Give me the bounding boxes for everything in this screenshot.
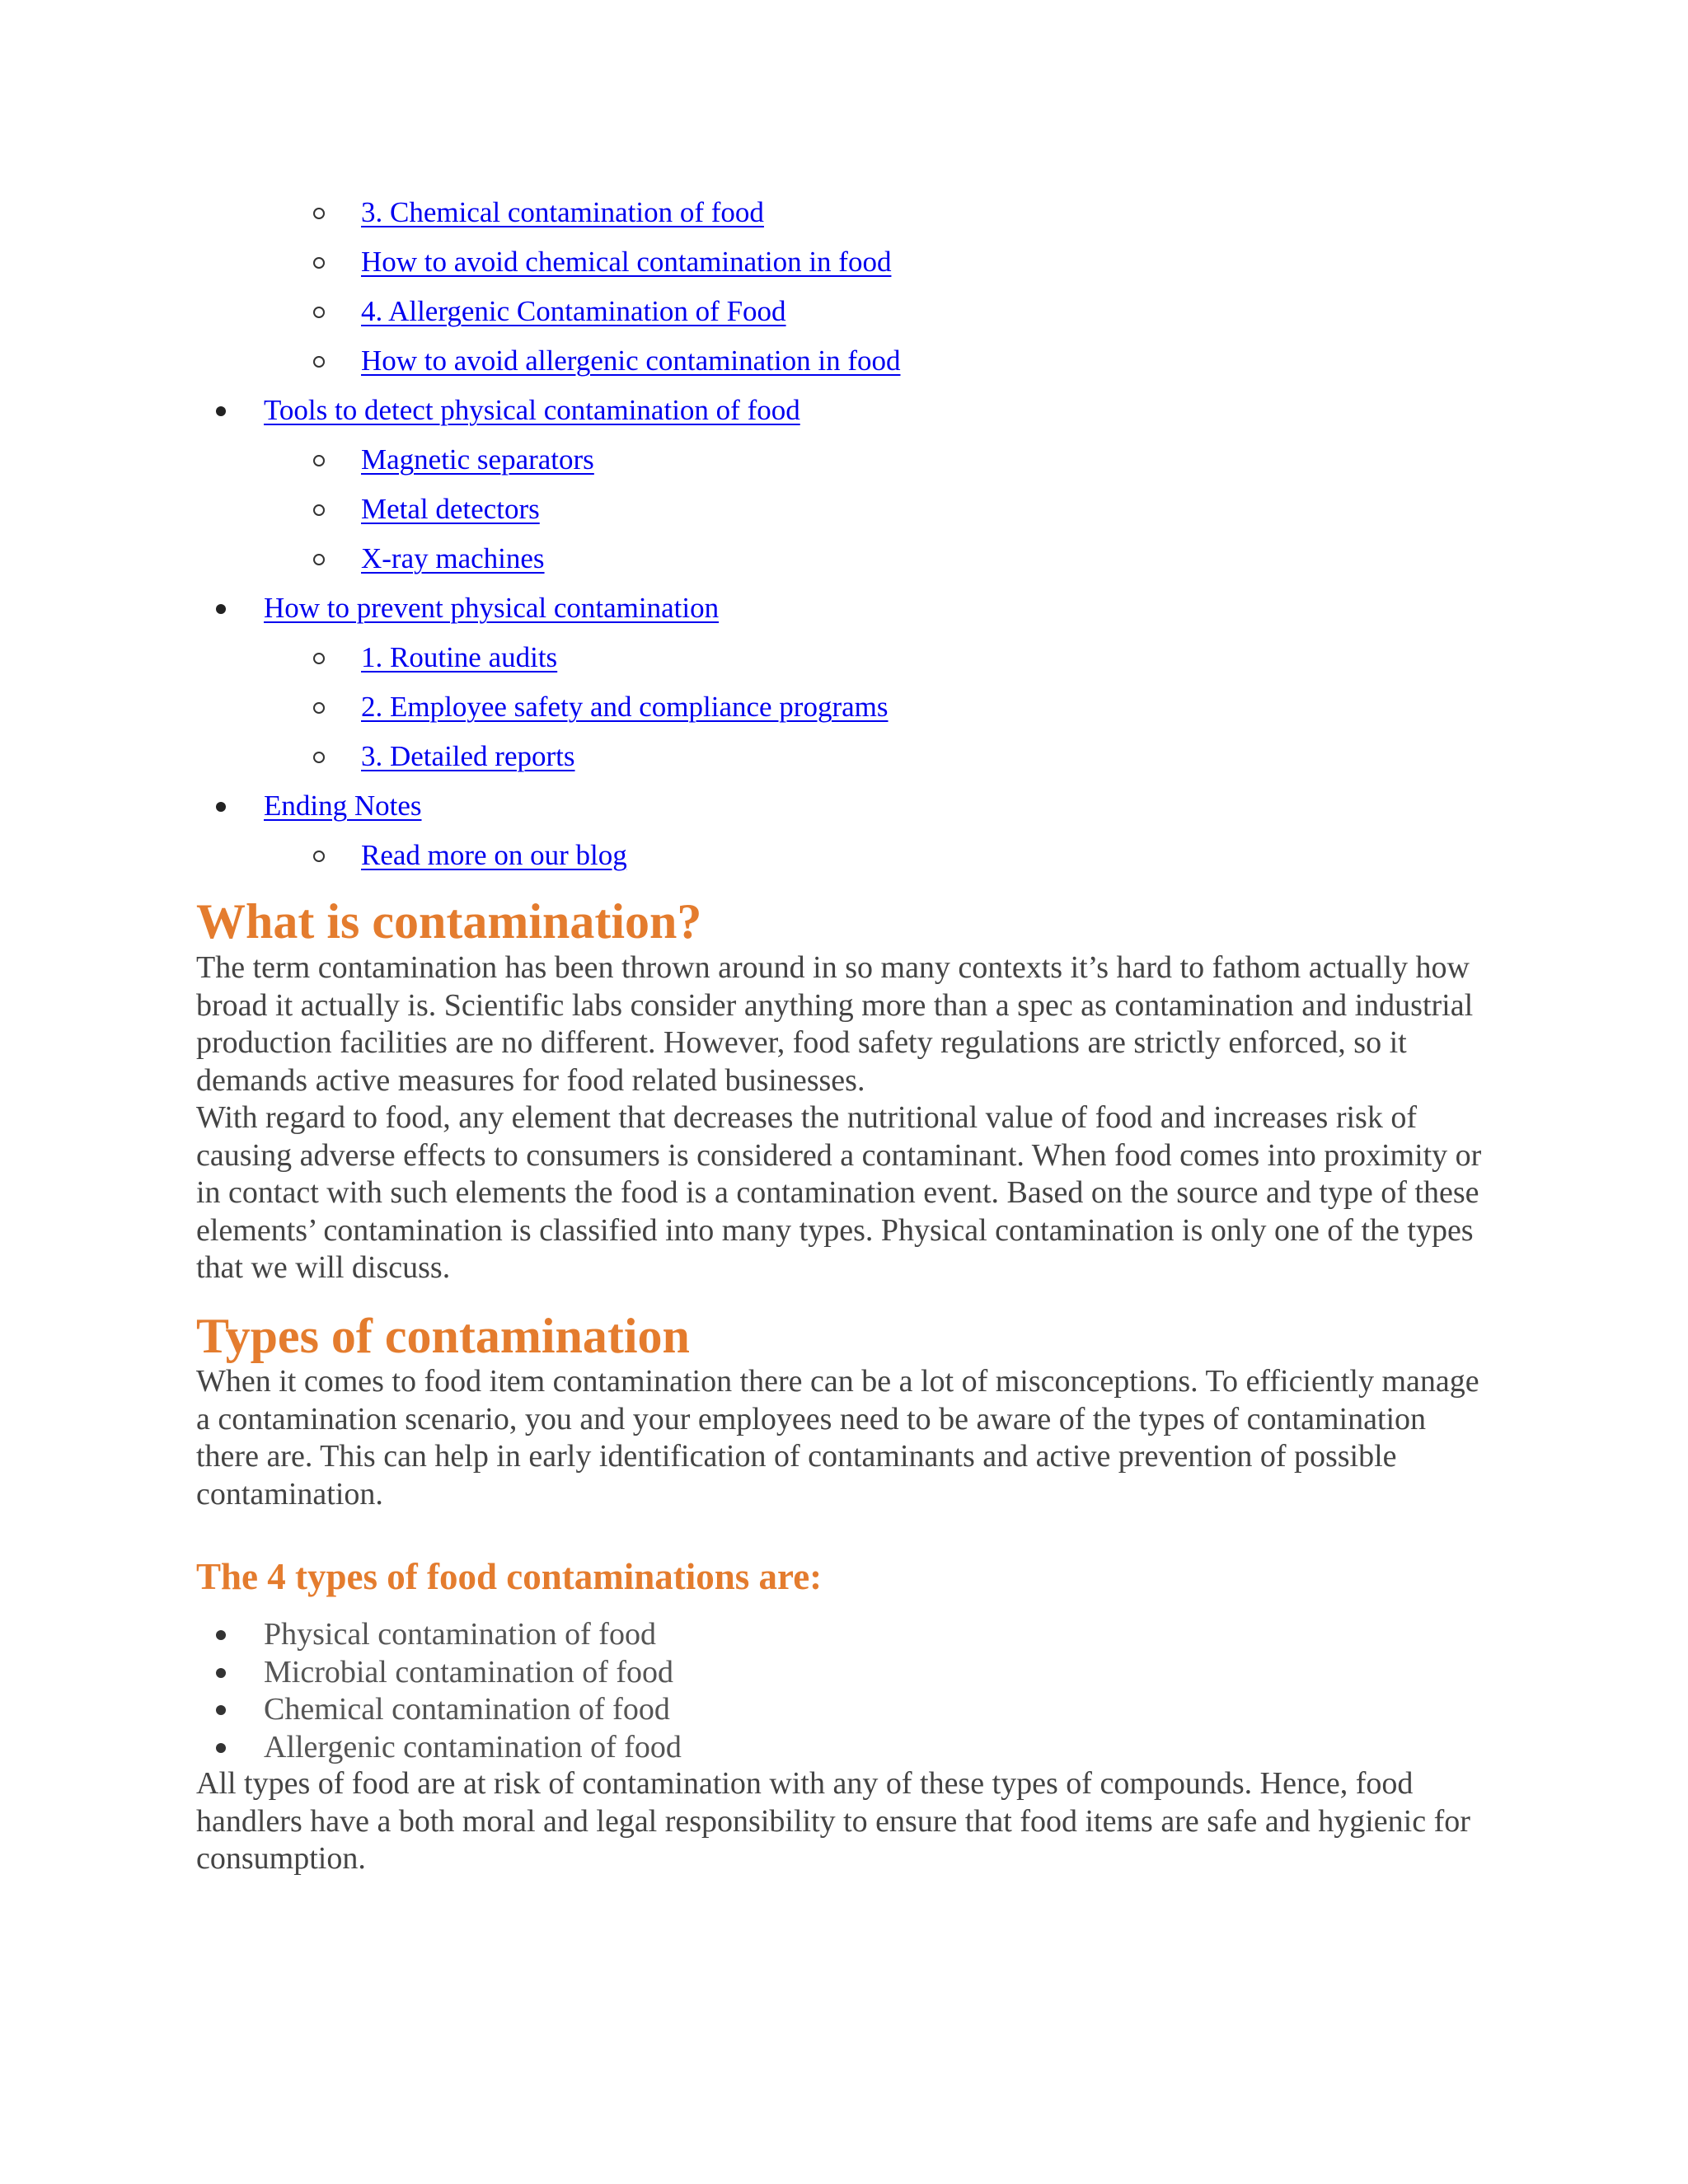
paragraph-contamination-food: With regard to food, any element that decreases the nutritional value of food and increases risk of causing adverse effects to consumers is considered a contaminant. When food comes into proximity or in contact with such elements the food is a contamination event. Based on the source and type of these elements’ contamination is classified into many types. Physical contamination is only one of the types that we will discuss. bbox=[196, 1100, 1482, 1285]
circle-bullet-icon bbox=[313, 752, 325, 763]
circle-bullet-icon bbox=[313, 851, 325, 862]
toc-link-metal-detectors[interactable]: Metal detectors bbox=[361, 493, 540, 525]
circle-bullet-icon bbox=[313, 208, 325, 219]
circle-bullet-icon bbox=[313, 257, 325, 269]
toc-link-routine-audits[interactable]: 1. Routine audits bbox=[361, 641, 558, 673]
disc-bullet-icon bbox=[216, 1743, 226, 1753]
disc-bullet-icon bbox=[216, 1630, 226, 1640]
circle-bullet-icon bbox=[313, 307, 325, 318]
disc-bullet-icon bbox=[216, 802, 226, 812]
disc-bullet-icon bbox=[216, 406, 226, 416]
paragraph-closing: All types of food are at risk of contamination with any of these types of compounds. Hence, food handlers have a both moral and legal responsibility to ensure that food items are safe and hygienic for consumption. bbox=[196, 1766, 1470, 1876]
heading-types-of-contamination: Types of contamination bbox=[196, 1309, 690, 1363]
circle-bullet-icon bbox=[313, 504, 325, 516]
disc-bullet-icon bbox=[216, 604, 226, 614]
toc-link-prevent-physical[interactable]: How to prevent physical contamination bbox=[264, 592, 720, 624]
toc-link-ending-notes[interactable]: Ending Notes bbox=[264, 790, 422, 822]
list-item-text: Chemical contamination of food bbox=[264, 1692, 670, 1727]
circle-bullet-icon bbox=[313, 554, 325, 565]
circle-bullet-icon bbox=[313, 702, 325, 714]
toc-link-allergenic-contamination[interactable]: 4. Allergenic Contamination of Food bbox=[361, 295, 786, 327]
subheading-four-types: The 4 types of food contaminations are: bbox=[196, 1556, 823, 1597]
paragraph-types-intro: When it comes to food item contamination there can be a lot of misconceptions. To efficiently manage a contamination scenario, you and your employees need to be aware of the types of contamination there are. This can help in early identification of contaminants and active prevention of possible contamination. bbox=[196, 1364, 1479, 1511]
toc-link-tools-detect[interactable]: Tools to detect physical contamination of food bbox=[264, 394, 800, 426]
toc-link-avoid-allergenic[interactable]: How to avoid allergenic contamination in food bbox=[361, 344, 901, 377]
list-item-text: Microbial contamination of food bbox=[264, 1655, 674, 1690]
paragraph-contamination-intro: The term contamination has been thrown around in so many contexts it’s hard to fathom actually how broad it actually is. Scientific labs consider anything more than a spec as contamination and industrial production facilities are no different. However, food safety regulations are strictly enforced, so it demands active measures for food related businesses. bbox=[196, 950, 1474, 1098]
list-item-text: Allergenic contamination of food bbox=[264, 1730, 682, 1765]
toc-link-detailed-reports[interactable]: 3. Detailed reports bbox=[361, 740, 575, 772]
toc-link-xray-machines[interactable]: X-ray machines bbox=[361, 542, 545, 574]
toc-link-read-more-blog[interactable]: Read more on our blog bbox=[361, 839, 627, 871]
circle-bullet-icon bbox=[313, 455, 325, 466]
disc-bullet-icon bbox=[216, 1705, 226, 1715]
disc-bullet-icon bbox=[216, 1668, 226, 1678]
circle-bullet-icon bbox=[313, 356, 325, 368]
toc-link-chemical-contamination[interactable]: 3. Chemical contamination of food bbox=[361, 196, 764, 228]
list-item-text: Physical contamination of food bbox=[264, 1617, 656, 1652]
heading-what-is-contamination: What is contamination? bbox=[196, 894, 702, 949]
toc-link-employee-safety[interactable]: 2. Employee safety and compliance programs bbox=[361, 691, 889, 723]
circle-bullet-icon bbox=[313, 653, 325, 664]
toc-link-avoid-chemical[interactable]: How to avoid chemical contamination in food bbox=[361, 246, 892, 278]
toc-link-magnetic-separators[interactable]: Magnetic separators bbox=[361, 443, 594, 476]
